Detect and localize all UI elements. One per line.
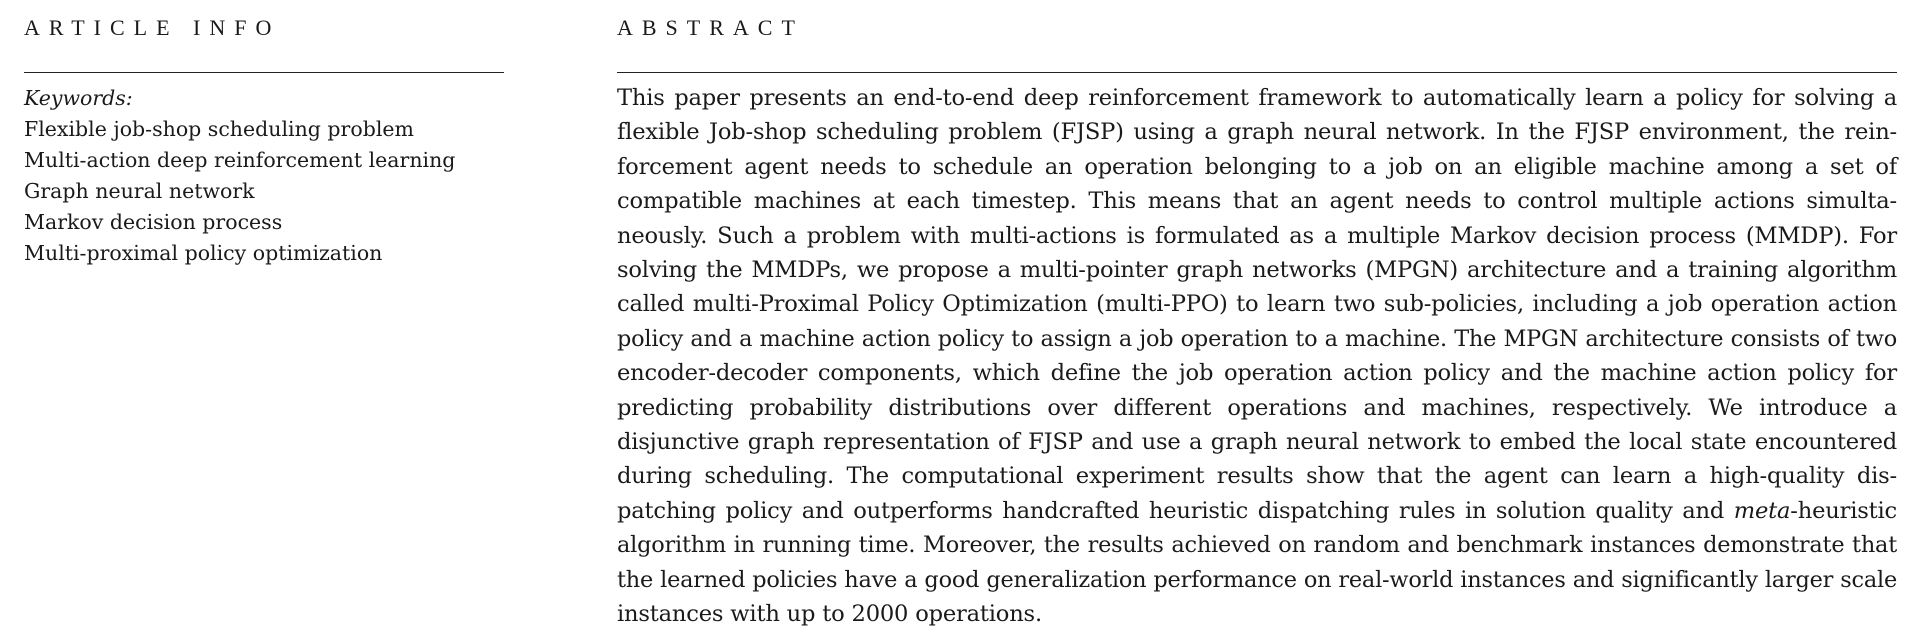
abstract-heading: ABSTRACT [617, 15, 804, 40]
abstract-line: the learned policies have a good generalization performance on real-world instances and significantly larger scale [617, 566, 1897, 593]
abstract-line: forcement agent needs to schedule an operation belonging to a job on an eligible machine among a set of [617, 153, 1897, 180]
abstract-line: encoder-decoder components, which define the job operation action policy and the machine action policy for [617, 360, 1897, 387]
abstract-column [617, 14, 1897, 632]
abstract-line: instances with up to 2000 operations. [617, 601, 1042, 628]
abstract-line: solving the MMDPs, we propose a multi-pointer graph networks (MPGN) architecture and a training algorithm [617, 257, 1897, 284]
abstract-line: flexible Job-shop scheduling problem (FJSP) using a graph neural network. In the FJSP environment, the rein- [617, 119, 1897, 146]
abstract-line: disjunctive graph representation of FJSP and use a graph neural network to embed the local state encountered [617, 429, 1897, 456]
keyword-item: Multi-proximal policy optimization [24, 241, 383, 265]
abstract-line: algorithm in running time. Moreover, the results achieved on random and benchmark instances demonstrate that [617, 532, 1897, 559]
abstract-divider [617, 72, 1897, 73]
abstract-line: policy and a machine action policy to assign a job operation to a machine. The MPGN architecture consists of two [617, 325, 1897, 352]
keywords-block [24, 83, 504, 269]
article-info-column [24, 14, 504, 269]
abstract-line: compatible machines at each timestep. This means that an agent needs to control multiple actions simulta- [617, 188, 1897, 215]
abstract-line: neously. Such a problem with multi-actions is formulated as a multiple Markov decision process (MMDP). For [617, 222, 1897, 249]
article-info-heading: ARTICLE INFO [24, 15, 281, 40]
keyword-list [24, 114, 504, 269]
abstract-line-italic [617, 494, 1897, 528]
keyword-item: Flexible job-shop scheduling problem [24, 117, 414, 141]
abstract-line: This paper presents an end-to-end deep reinforcement framework to automatically learn a policy for solving a [617, 85, 1897, 111]
keyword-item: Multi-action deep reinforcement learning [24, 148, 456, 172]
abstract-line-part: patching policy and outperforms handcrafted heuristic dispatching rules in solution quality and [617, 497, 1734, 524]
abstract-line: during scheduling. The computational experiment results show that the agent can learn a high-quality dis- [617, 463, 1897, 490]
abstract-body [617, 81, 1897, 632]
abstract-line-part: -heuristic [1790, 497, 1897, 524]
abstract-line: called multi-Proximal Policy Optimization (multi-PPO) to learn two sub-policies, including a job operation action [617, 291, 1897, 318]
article-info-divider [24, 72, 504, 73]
keyword-item: Graph neural network [24, 179, 255, 203]
keywords-label: Keywords: [24, 86, 133, 110]
abstract-line: predicting probability distributions over different operations and machines, respectively. We introduce a [617, 394, 1897, 421]
abstract-italic-term: meta [1733, 497, 1791, 524]
keyword-item: Markov decision process [24, 210, 283, 234]
